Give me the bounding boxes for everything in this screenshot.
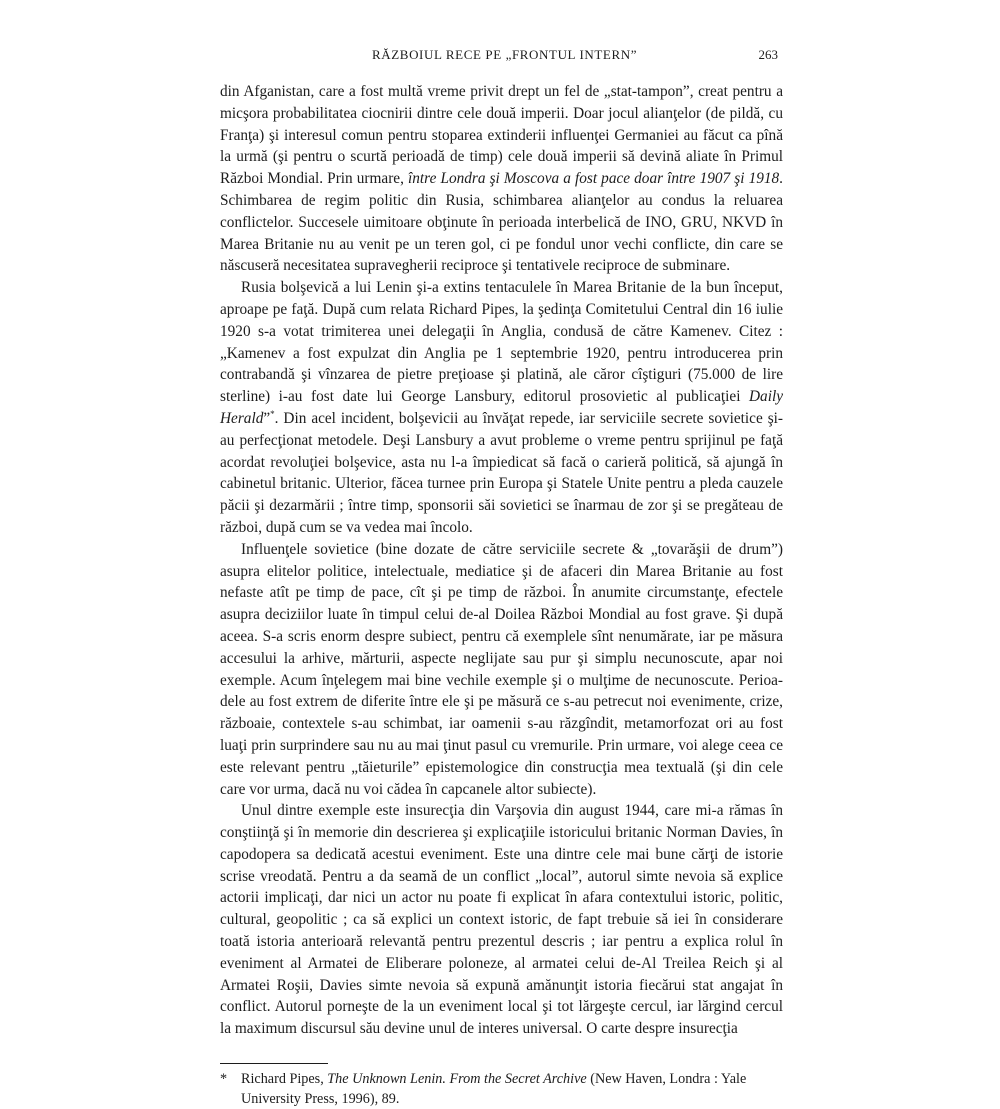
footnote-mark: * (220, 1071, 228, 1088)
text-run: . Schimbarea de regim politic din Rusia, schimbarea alianţelor au condus la reluarea conflictelor. Succesele uimitoare obţinute în perioada interbelică de INO, GRU, NKVD în Marea Britanie nu au venit pe un teren gol, ci pe fondul unor vechi conflicte, din care se născuseră necesitatea supravegherii reciproce şi tentativele reciproce de subminare. (220, 170, 783, 275)
paragraph (220, 81, 783, 277)
text-run: din Afganistan, care a fost multă vreme privit drept un fel de „stat-tampon”, creat pentru a micşora probabilitatea ciocnirii dintre cele două imperii. Doar jocul alianţelor (de pildă, cu Franţa) şi interesul comun pentru stoparea extinderii influenţei Germaniei au făcut ca pînă la urmă (şi pentru o scurtă perioadă de timp) cele două imperii să devină aliate în Primul Război Mondial. Prin urmare, (220, 83, 783, 188)
book-page (220, 44, 783, 1107)
footnote (220, 1070, 783, 1109)
italic-text: Daily Herald (220, 388, 783, 427)
footnote-reference: * (270, 408, 275, 419)
text-run: Richard Pipes, (241, 1071, 328, 1088)
italic-text: The Unknown Lenin. From the Secret Archive (327, 1071, 587, 1088)
paragraph (220, 800, 783, 1040)
page-number: 263 (758, 47, 778, 62)
text-run: . Din acel incident, bolşevicii au învăţat repede, iar serviciile secrete sovietice şi-au perfecţionat metodele. Deşi Lansbury a avut probleme o vreme pentru sprijinul pe faţă acordat revoluţiei bolşevice, asta nu l-a împiedicat să facă o carieră politică, să ajungă în cabinetul britanic. Ulterior, făcea turnee prin Europa şi Statele Unite pentru a pleda cauzele păcii şi dezarmării ; între timp, sponsorii săi sovietici se înarmau de zor şi se pregăteau de război, după cum se va vedea mai încolo. (220, 409, 783, 536)
running-head (220, 44, 783, 70)
text-run: Unul dintre exemple este insurecţia din Varşovia din august 1944, care mi-a rămas în conştiinţă şi în memorie din descrierea şi explicaţiile istoricului britanic Norman Davies, în capodopera sa dedicată acestui eveniment. Este una dintre cele mai bune cărţi de istorie scrise vreodată. Pentru a da seamă de un conflict „local”, autorul simte nevoia să explice actorii implicaţi, dar nici un actor nu poate fi explicat în afara contextului istoric, politic, cultural, geopolitic ; ca să explici un context istoric, de fapt trebuie să iei în considerare toată istoria anterioară relevantă pentru prezentul descris ; iar pentru a explica rolul în eveniment al Armatei de Eliberare poloneze, al armatei celui de-Al Treilea Reich şi al Armatei Roşii, Davies simte nevoia să expună amănunţit istoria fiecărui stat angajat în conflict. Autorul porneşte de la un eveniment local şi tot lărgeşte cercul, iar lărgind cercul la maximum discursul său devine unul de interes universal. O carte despre insurecţia (220, 802, 783, 1038)
paragraph (220, 277, 783, 539)
italic-text: între Londra şi Moscova a fost pace doar între 1907 şi 1918 (408, 170, 780, 188)
body-text (220, 81, 783, 1040)
text-run: Influenţele sovietice (bine dozate de către serviciile secrete & „tovarăşii de drum”) asupra elitelor politice, intelectuale, mediatice şi de afaceri din Marea Britanie au fost nefaste atît pe timp de pace, cît şi pe timp de război. În anumite circumstanţe, efectele asupra deciziilor luate în timpul celui de-al Doilea Război Mondial au fost grave. Şi după aceea. S-a scris enorm despre subiect, pentru că exemplele sînt nenumărate, iar pe măsura accesului la arhive, mărturii, aspecte neglijate sau pur şi simplu necunoscute, apar noi exemple. Acum înţelegem mai bine vechile exemple şi o mulţime de necunoscute. Perioadele au fost extrem de diferite între ele şi pe măsură ce s-au petrecut noi evenimente, crize, războaie, contextele s-au schimbat, iar oamenii s-au răzgîndit, metamorfozat ori au fost luaţi prin surprindere sau nu au mai ţinut pasul cu vremurile. Prin urmare, voi alege ceea ce este relevant pentru „tăieturile” epistemologice din construcţia mea textuală (şi din cele care vor urma, dacă nu voi cădea în capcanele altor subiecte). (220, 540, 783, 798)
footnote-text (241, 1071, 746, 1107)
text-run: Rusia bolşevică a lui Lenin şi-a extins tentaculele în Marea Britanie de la bun început, aproape pe faţă. După cum relata Richard Pipes, la şedinţa Comitetului Central din 16 iulie 1920 s-a votat trimiterea unei delegaţii în Anglia, condusă de către Kamenev. Citez : „Kamenev a fost expulzat din Anglia pe 1 septembrie 1920, pentru introducerea prin contrabandă şi vînzarea de pietre preţioase şi platină, ale căror cîştiguri (75.000 de lire sterline) i-au fost date lui George Lansbury, editorul prosovietic al publicaţiei (220, 279, 783, 406)
running-title: RĂZBOIUL RECE PE „FRONTUL INTERN” (372, 47, 638, 62)
footnote-rule (220, 1063, 328, 1064)
text-run: ” (263, 409, 271, 427)
text-run: (New Haven, Londra : Yale University Press, 1996), 89. (241, 1071, 747, 1107)
paragraph (220, 539, 783, 801)
